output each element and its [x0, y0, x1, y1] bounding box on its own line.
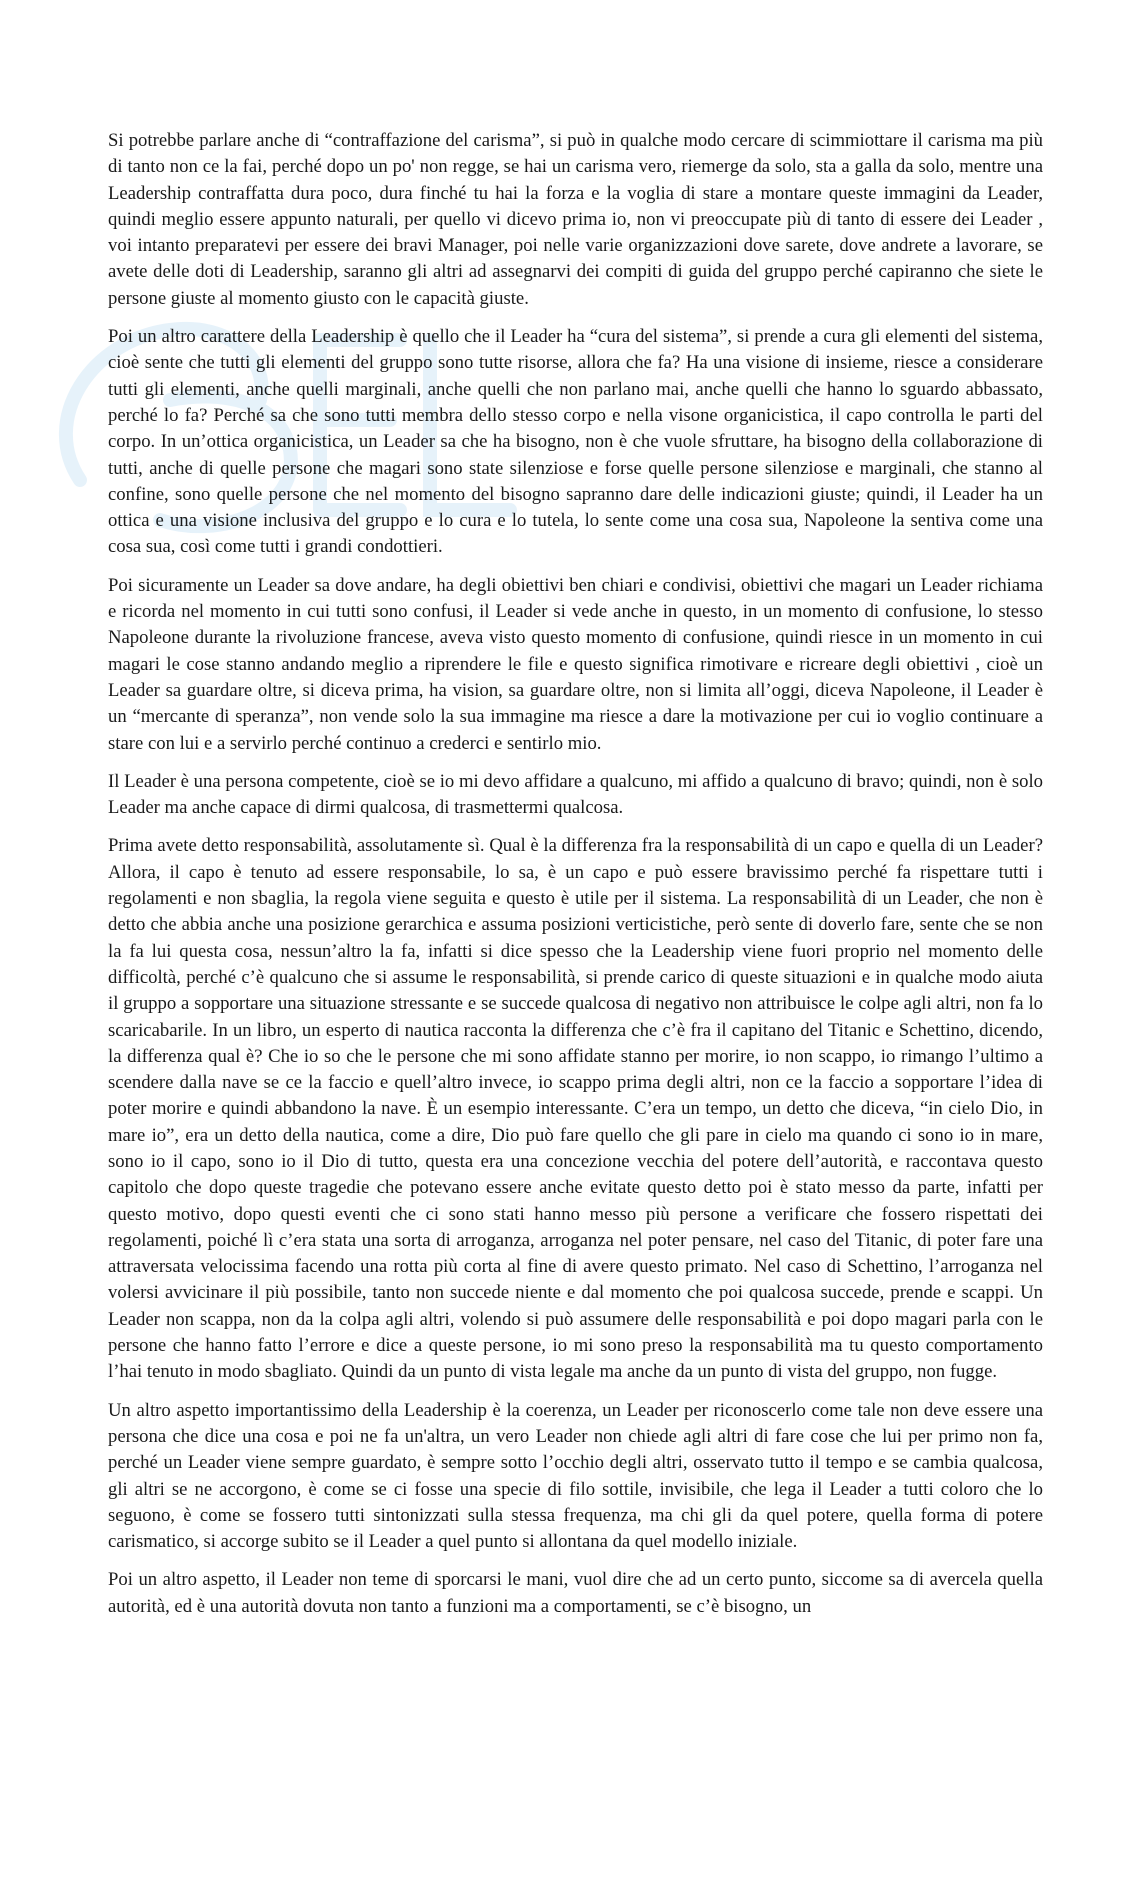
document-body: [108, 128, 1043, 1632]
paragraph-1: Si potrebbe parlare anche di “contraffazione del carisma”, si può in qualche modo cercare di scimmiottare il carisma ma più di tanto non ce la fai, perché dopo un po' non regge, se hai un carisma vero, riemerge da solo, sta a galla da solo, mentre una Leadership contraffatta dura poco, dura finché tu hai la forza e la voglia di stare a montare queste immagini da Leader, quindi meglio essere appunto naturali, per quello vi dicevo prima io, non vi preoccupate più di tanto di essere dei Leader , voi intanto preparatevi per essere dei bravi Manager, poi nelle varie organizzazioni dove sarete, dove andrete a lavorare, se avete delle doti di Leadership, saranno gli altri ad assegnarvi dei compiti di guida del gruppo perché capiranno che siete le persone giuste al momento giusto con le capacità giuste.: [108, 130, 1043, 309]
paragraph-4: Il Leader è una persona competente, cioè se io mi devo affidare a qualcuno, mi affido a qualcuno di bravo; quindi, non è solo Leader ma anche capace di dirmi qualcosa, di trasmettermi qualcosa.: [108, 770, 1043, 819]
paragraph-7: Poi un altro aspetto, il Leader non teme di sporcarsi le mani, vuol dire che ad un certo punto, siccome sa di avercela quella autorità, ed è una autorità dovuta non tanto a funzioni ma a comportamenti, se c’è bisogno, un: [108, 1569, 1043, 1617]
paragraph-5: Prima avete detto responsabilità, assolutamente sì. Qual è la differenza fra la responsabilità di un capo e quella di un Leader? Allora, il capo è tenuto ad essere responsabile, lo sa, è un capo e può essere bravissimo perché fa rispettare tutti i regolamenti e non sbaglia, la regola viene seguita e questo è utile per il sistema. La responsabilità di un Leader, che non è detto che abbia anche una posizione gerarchica e assuma posizioni verticistiche, però sente di doverlo fare, sente che se non la fa lui questa cosa, nessun’altro la fa, infatti si dice spesso che la Leadership viene fuori proprio nel momento delle difficoltà, perché c’è qualcuno che si assume le responsabilità, si prende carico di queste situazioni e in qualche modo aiuta il gruppo a sopportare una situazione stressante e se succede qualcosa di negativo non attribuisce le colpe agli altri, non fa lo scaricabarile. In un libro, un esperto di nautica racconta la differenza che c’è fra il capitano del Titanic e Schettino, dicendo, la differenza qual è? Che io so che le persone che mi sono affidate stanno per morire, io non scappo, io rimango l’ultimo a scendere dalla nave se ce la faccio e quell’altro invece, io scappo prima degli altri, non ce la faccio a sopportare l’idea di poter morire e quindi abbandono la nave. È un esempio interessante. C’era un tempo, un detto che diceva, “in cielo Dio, in mare io”, era un detto della nautica, come a dire, Dio può fare quello che gli pare in cielo ma quando ci sono io in mare, sono io il capo, sono io il Dio di tutto, questa era una concezione vecchia del potere dell’autorità, e raccontava questo capitolo che dopo queste tragedie che potevano essere anche evitate questo detto poi è stato messo da parte, infatti per questo motivo, dopo questi eventi che ci sono stati hanno messo più persone a verificare che fossero rispettati dei regolamenti, poiché lì c’era stata una sorta di arroganza, arroganza nel poter pensare, nel caso del Titanic, di poter fare una attraversata velocissima facendo una rotta più corta al fine di avere questo primato. Nel caso di Schettino, l’arroganza nel volersi avvicinare il più possibile, tanto non succede niente e dal momento che poi qualcosa succede, prende e scappi. Un Leader non scappa, non da la colpa agli altri, volendo si può assumere delle responsabilità e poi dopo magari parla con le persone che hanno fatto l’errore e dice a queste persone, io mi sono preso la responsabilità ma tu questo comportamento l’hai tenuto in modo sbagliato. Quindi da un punto di vista legale ma anche da un punto di vista del gruppo, non fugge.: [108, 835, 1043, 1383]
paragraph-6: Un altro aspetto importantissimo della Leadership è la coerenza, un Leader per riconoscerlo come tale non deve essere una persona che dice una cosa e poi ne fa un'altra, un vero Leader non chiede agli altri di fare cose che lui per primo non fa, perché un Leader viene sempre guardato, è sempre sotto l’occhio degli altri, osservato tutto il tempo e se cambia qualcosa, gli altri se ne accorgono, è come se ci fosse una specie di filo sottile, invisibile, che lega il Leader a tutti coloro che lo seguono, è come se fossero tutti sintonizzati sulla stessa frequenza, ma chi gli da quel potere, quella forma di potere carismatico, si accorge subito se il Leader a quel punto si allontana da quel modello iniziale.: [108, 1399, 1043, 1553]
paragraph-2: Poi un altro carattere della Leadership è quello che il Leader ha “cura del sistema”, si prende a cura gli elementi del sistema, cioè sente che tutti gli elementi del gruppo sono tutte risorse, allora che fa? Ha una visione di insieme, riesce a considerare tutti gli elementi, anche quelli marginali, anche quelli che non parlano mai, anche quelli che hanno lo sguardo abbassato, perché lo fa? Perché sa che sono tutti membra dello stesso corpo e nella visone organicistica, il capo controlla le parti del corpo. In un’ottica organicistica, un Leader sa che ha bisogno, non è che vuole sfruttare, ha bisogno della collaborazione di tutti, anche di quelle persone che magari sono state silenziose e forse quelle persone silenziose e marginali, che stanno al confine, sono quelle persone che nel momento del bisogno sapranno dare delle indicazioni giuste; quindi, il Leader ha un ottica e una visione inclusiva del gruppo e lo cura e lo tutela, lo sente come una cosa sua, Napoleone la sentiva come una cosa sua, così come tutti i grandi condottieri.: [108, 326, 1043, 558]
paragraph-3: Poi sicuramente un Leader sa dove andare, ha degli obiettivi ben chiari e condivisi, obiettivi che magari un Leader richiama e ricorda nel momento in cui tutti sono confusi, il Leader si vede anche in questo, in un momento di confusione, lo stesso Napoleone durante la rivoluzione francese, aveva visto questo momento di confusione, quindi riesce in un momento in cui magari le cose stanno andando meglio a riprendere le file e questo significa rimotivare e ricreare degli obiettivi , cioè un Leader sa guardare oltre, si diceva prima, ha vision, sa guardare oltre, non si limita all’oggi, diceva Napoleone, il Leader è un “mercante di speranza”, non vende solo la sua immagine ma riesce a dare la motivazione per cui io voglio continuare a stare con lui e a servirlo perché continuo a crederci e sentirlo mio.: [108, 574, 1043, 754]
